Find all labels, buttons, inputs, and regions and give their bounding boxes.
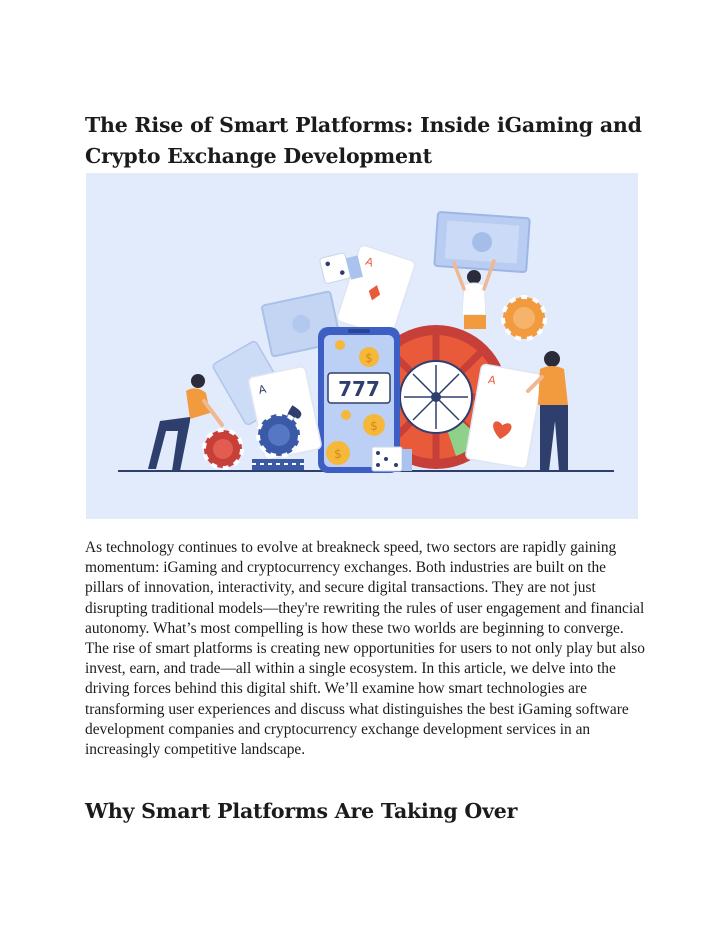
svg-text:A: A — [487, 373, 497, 388]
svg-text:A: A — [257, 382, 268, 397]
casino-chip-icon — [258, 414, 300, 456]
casino-chip-icon — [204, 430, 242, 468]
casino-chip-icon — [503, 297, 545, 339]
dice-icon — [372, 447, 412, 471]
svg-text:$: $ — [334, 447, 342, 461]
svg-text:$: $ — [365, 351, 373, 365]
svg-text:A: A — [363, 254, 376, 270]
section-heading: Why Smart Platforms Are Taking Over — [85, 799, 518, 823]
svg-text:$: $ — [370, 419, 378, 433]
casino-chip-stack — [252, 459, 304, 470]
slot-reels-text: 777 — [338, 377, 380, 401]
hero-illustration — [86, 173, 638, 519]
page-title: The Rise of Smart Platforms: Inside iGaming and Crypto Exchange Development — [85, 113, 642, 168]
intro-paragraph: As technology continues to evolve at breakneck speed, two sectors are rapidly gaining momentum: iGaming and cryptocurrency exchanges. Both industries are built on the pillars of innovation, interactivity, and secure digital transactions. They are not just disrupting traditional models—they're rewriting the rules of user engagement and financial autonomy. What’s most compelling is how these two worlds are beginning to converge. The rise of smart platforms is creating new opportunities for users to not only play but also invest, earn, and trade—all within a single ecosystem. In this article, we delve into the driving forces behind this digital shift. We’ll examine how smart technologies are transforming user experiences and discuss what distinguishes the best iGaming software development companies and cryptocurrency exchange development services in an increasingly competitive landscape. — [85, 539, 645, 759]
coin-icon — [341, 410, 351, 420]
coin-icon — [335, 340, 345, 350]
casino-crypto-illustration — [86, 173, 638, 519]
banknote-icon — [434, 212, 530, 272]
coin-icon — [326, 441, 350, 465]
coin-icon — [363, 414, 385, 436]
coin-icon — [359, 347, 379, 367]
person-illustration — [454, 261, 494, 329]
